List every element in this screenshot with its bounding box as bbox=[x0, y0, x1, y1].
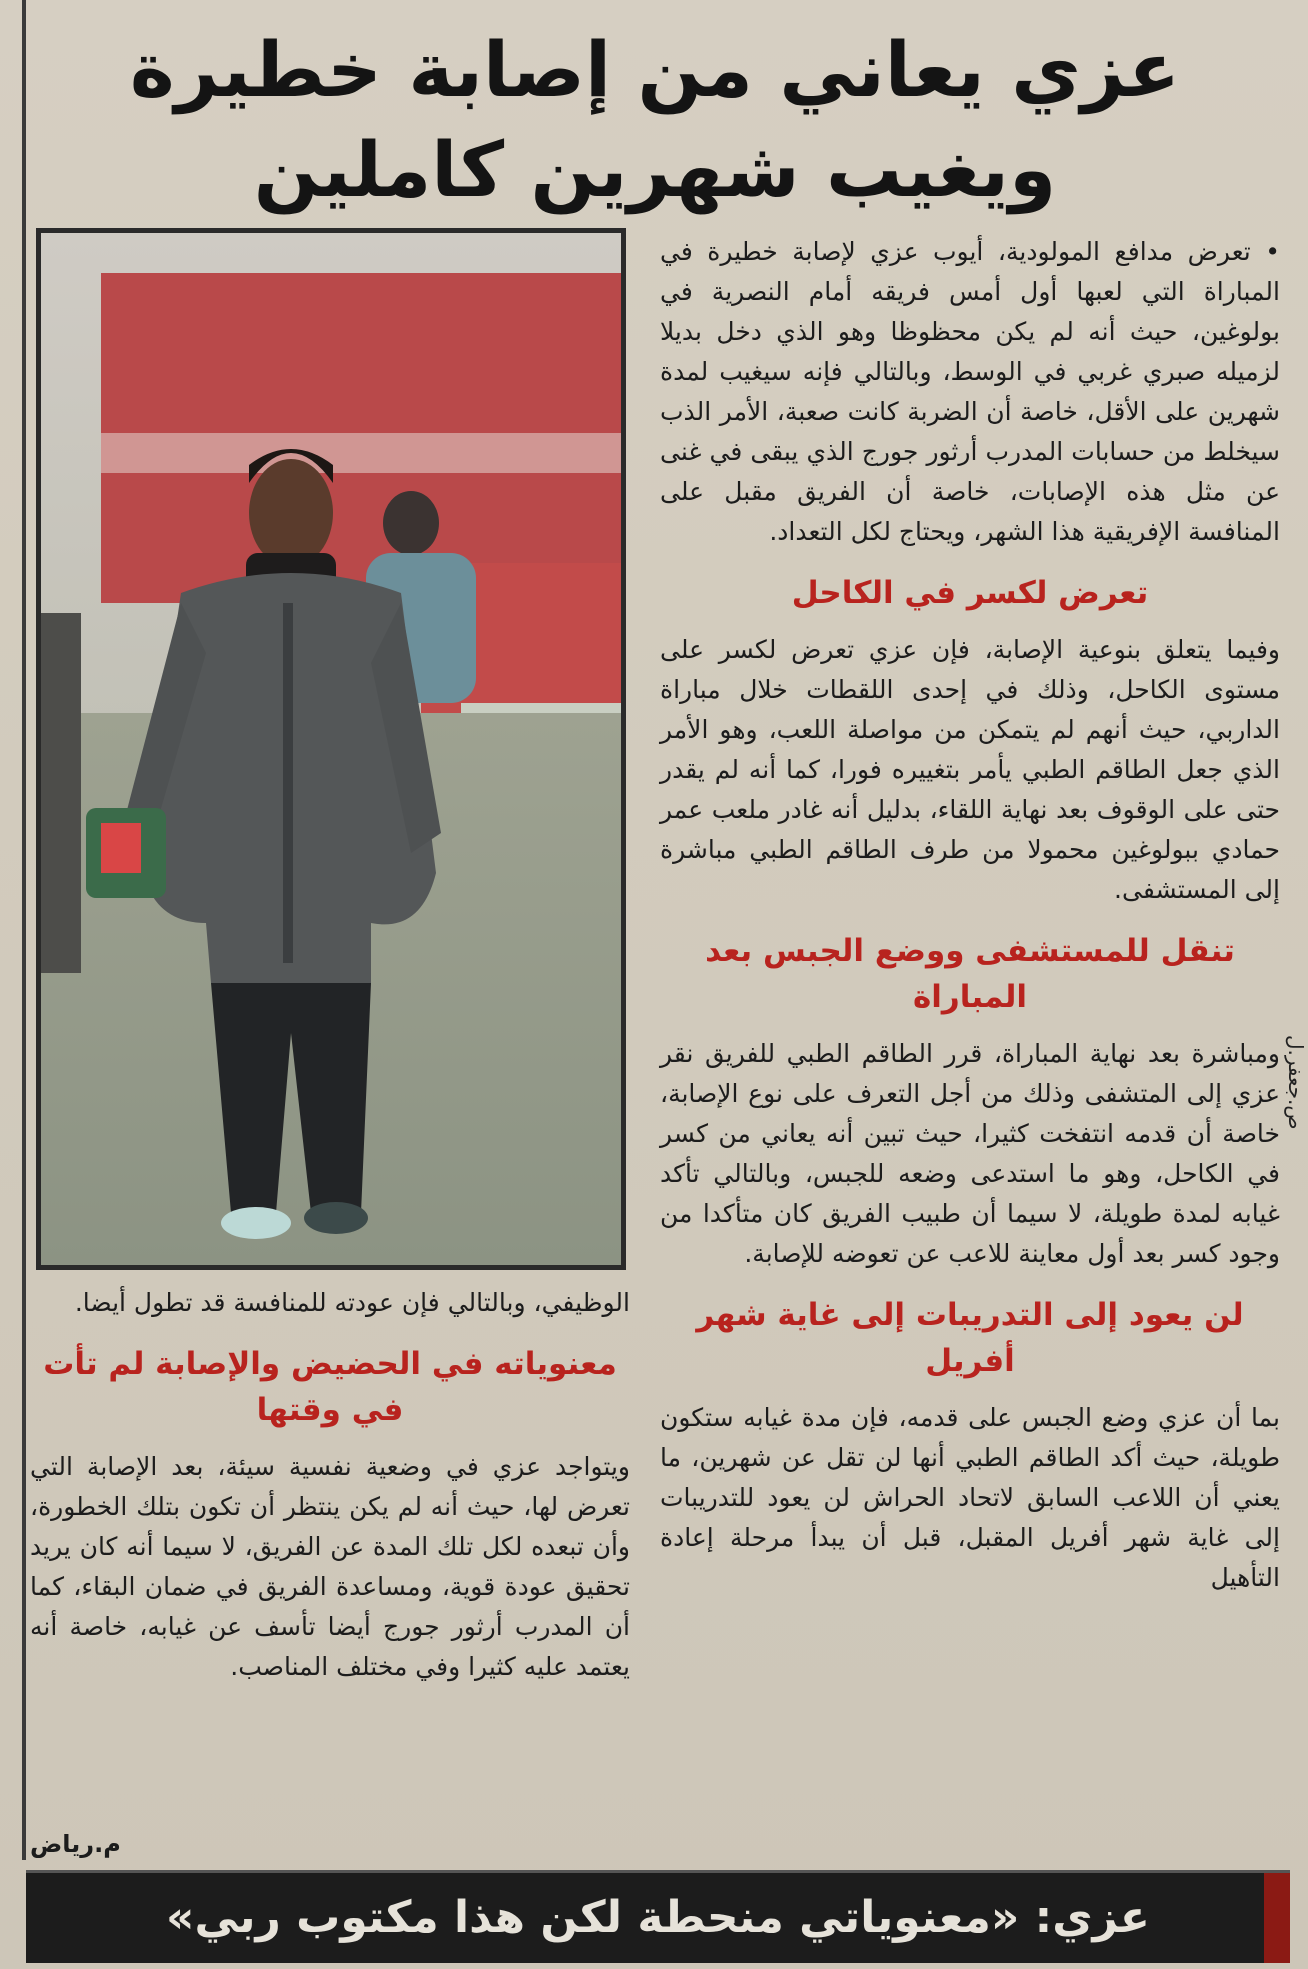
section-title: تنقل للمستشفى ووضع الجبس بعد المباراة bbox=[705, 933, 1235, 1015]
section-title: تعرض لكسر في الكاحل bbox=[791, 575, 1149, 611]
continuation-paragraph: الوظيفي، وبالتالي فإن عودته للمنافسة قد تطول أيضا. bbox=[74, 1288, 630, 1317]
left-section-body: ويتواجد عزي في وضعية نفسية سيئة، بعد الإصابة التي تعرض لها، حيث أنه لم يكن ينتظر أن تكون بتلك الخطورة، وأن تبعده لكل تلك المدة عن الفريق، لا سيما أنه كان يريد تحقيق عودة قوية، ومساعدة الفريق في ضمان البقاء، كما أن المدرب أرثور جورج أيضا تأسف عن غيابه، خاصة أنه يعتمد عليه كثيرا وفي مختلف المناصب. bbox=[30, 1452, 630, 1681]
section-body: بما أن عزي وضع الجبس على قدمه، فإن مدة غيابه ستكون طويلة، حيث أكد الطاقم الطبي أنها لن تقل عن شهرين، ما يعني أن اللاعب السابق لاتحاد الحراش لن يعود للتدريبات إلى غاية شهر أفريل المقبل، قبل أن يبدأ مرحلة إعادة التأهيل bbox=[660, 1403, 1280, 1592]
section-body: وفيما يتعلق بنوعية الإصابة، فإن عزي تعرض لكسر على مستوى الكاحل، وذلك في إحدى اللقطات خلال مباراة الداربي، حيث أنهم لم يتمكن من مواصلة اللعب، وهو الأمر الذي جعل الطاقم الطبي يأمر بتغييره فورا، كما أنه لم يقدر حتى على الوقوف بعد نهاية اللقاء، بدليل أنه غادر ملعب عمر حمادي ببولوغين محمولا من طرف الطاقم الطبي مباشرة إلى المستشفى. bbox=[660, 635, 1280, 904]
column-rule bbox=[22, 0, 26, 1860]
section-body: ومباشرة بعد نهاية المباراة، قرر الطاقم الطبي للفريق نقر عزي إلى المتشفى وذلك من أجل التعرف على نوع الإصابة، خاصة أن قدمه انتفخت كثيرا، حيث تبين أنه يعاني من كسر في الكاحل، وهو ما استدعى وضعه للجبس، وبالتالي تأكد غيابه لمدة طويلة، لا سيما أن طبيب الفريق كان متأكدا من وجود كسر بعد أول معاينة للاعب عن تعوضه للإصابة. bbox=[660, 1039, 1280, 1268]
lead-paragraph: • تعرض مدافع المولودية، أيوب عزي لإصابة خطيرة في المباراة التي لعبها أول أمس فريقه أمام النصرية في بولوغين، حيث أنه لم يكن محظوظا وهو الذي دخل بديلا لزميله صبري غربي في الوسط، وبالتالي فإنه سيغيب لمدة شهرين على الأقل، خاصة أن الضربة كانت صعبة، الأمر الذب سيخلط من حسابات المدرب أرثور جورج الذي يبقى في غنى عن مثل هذه الإصابات، خاصة أن الفريق مقبل على المنافسة الإفريقية هذا الشهر، ويحتاج لكل التعداد. bbox=[660, 237, 1280, 546]
byline: م.رياض bbox=[30, 1830, 121, 1858]
side-cut-text: ص.جعفر.ل bbox=[1284, 1035, 1308, 1130]
player-photo bbox=[36, 228, 626, 1270]
footer-quote: عزي: «معنوياتي منحطة لكن هذا مكتوب ربي» bbox=[166, 1892, 1150, 1943]
left-section-title: معنوياته في الحضيض والإصابة لم تأت في وقتها bbox=[43, 1346, 617, 1428]
section-title: لن يعود إلى التدريبات إلى غاية شهر أفريل bbox=[696, 1297, 1244, 1379]
article-headline: عزي يعاني من إصابة خطيرة ويغيب شهرين كاملين bbox=[129, 25, 1181, 214]
football-player-photo-icon bbox=[41, 233, 621, 1265]
footer-stripe bbox=[1264, 1873, 1290, 1963]
right-column bbox=[660, 232, 1280, 1598]
footer-quote-bar bbox=[26, 1870, 1290, 1963]
left-column bbox=[30, 1283, 630, 1687]
